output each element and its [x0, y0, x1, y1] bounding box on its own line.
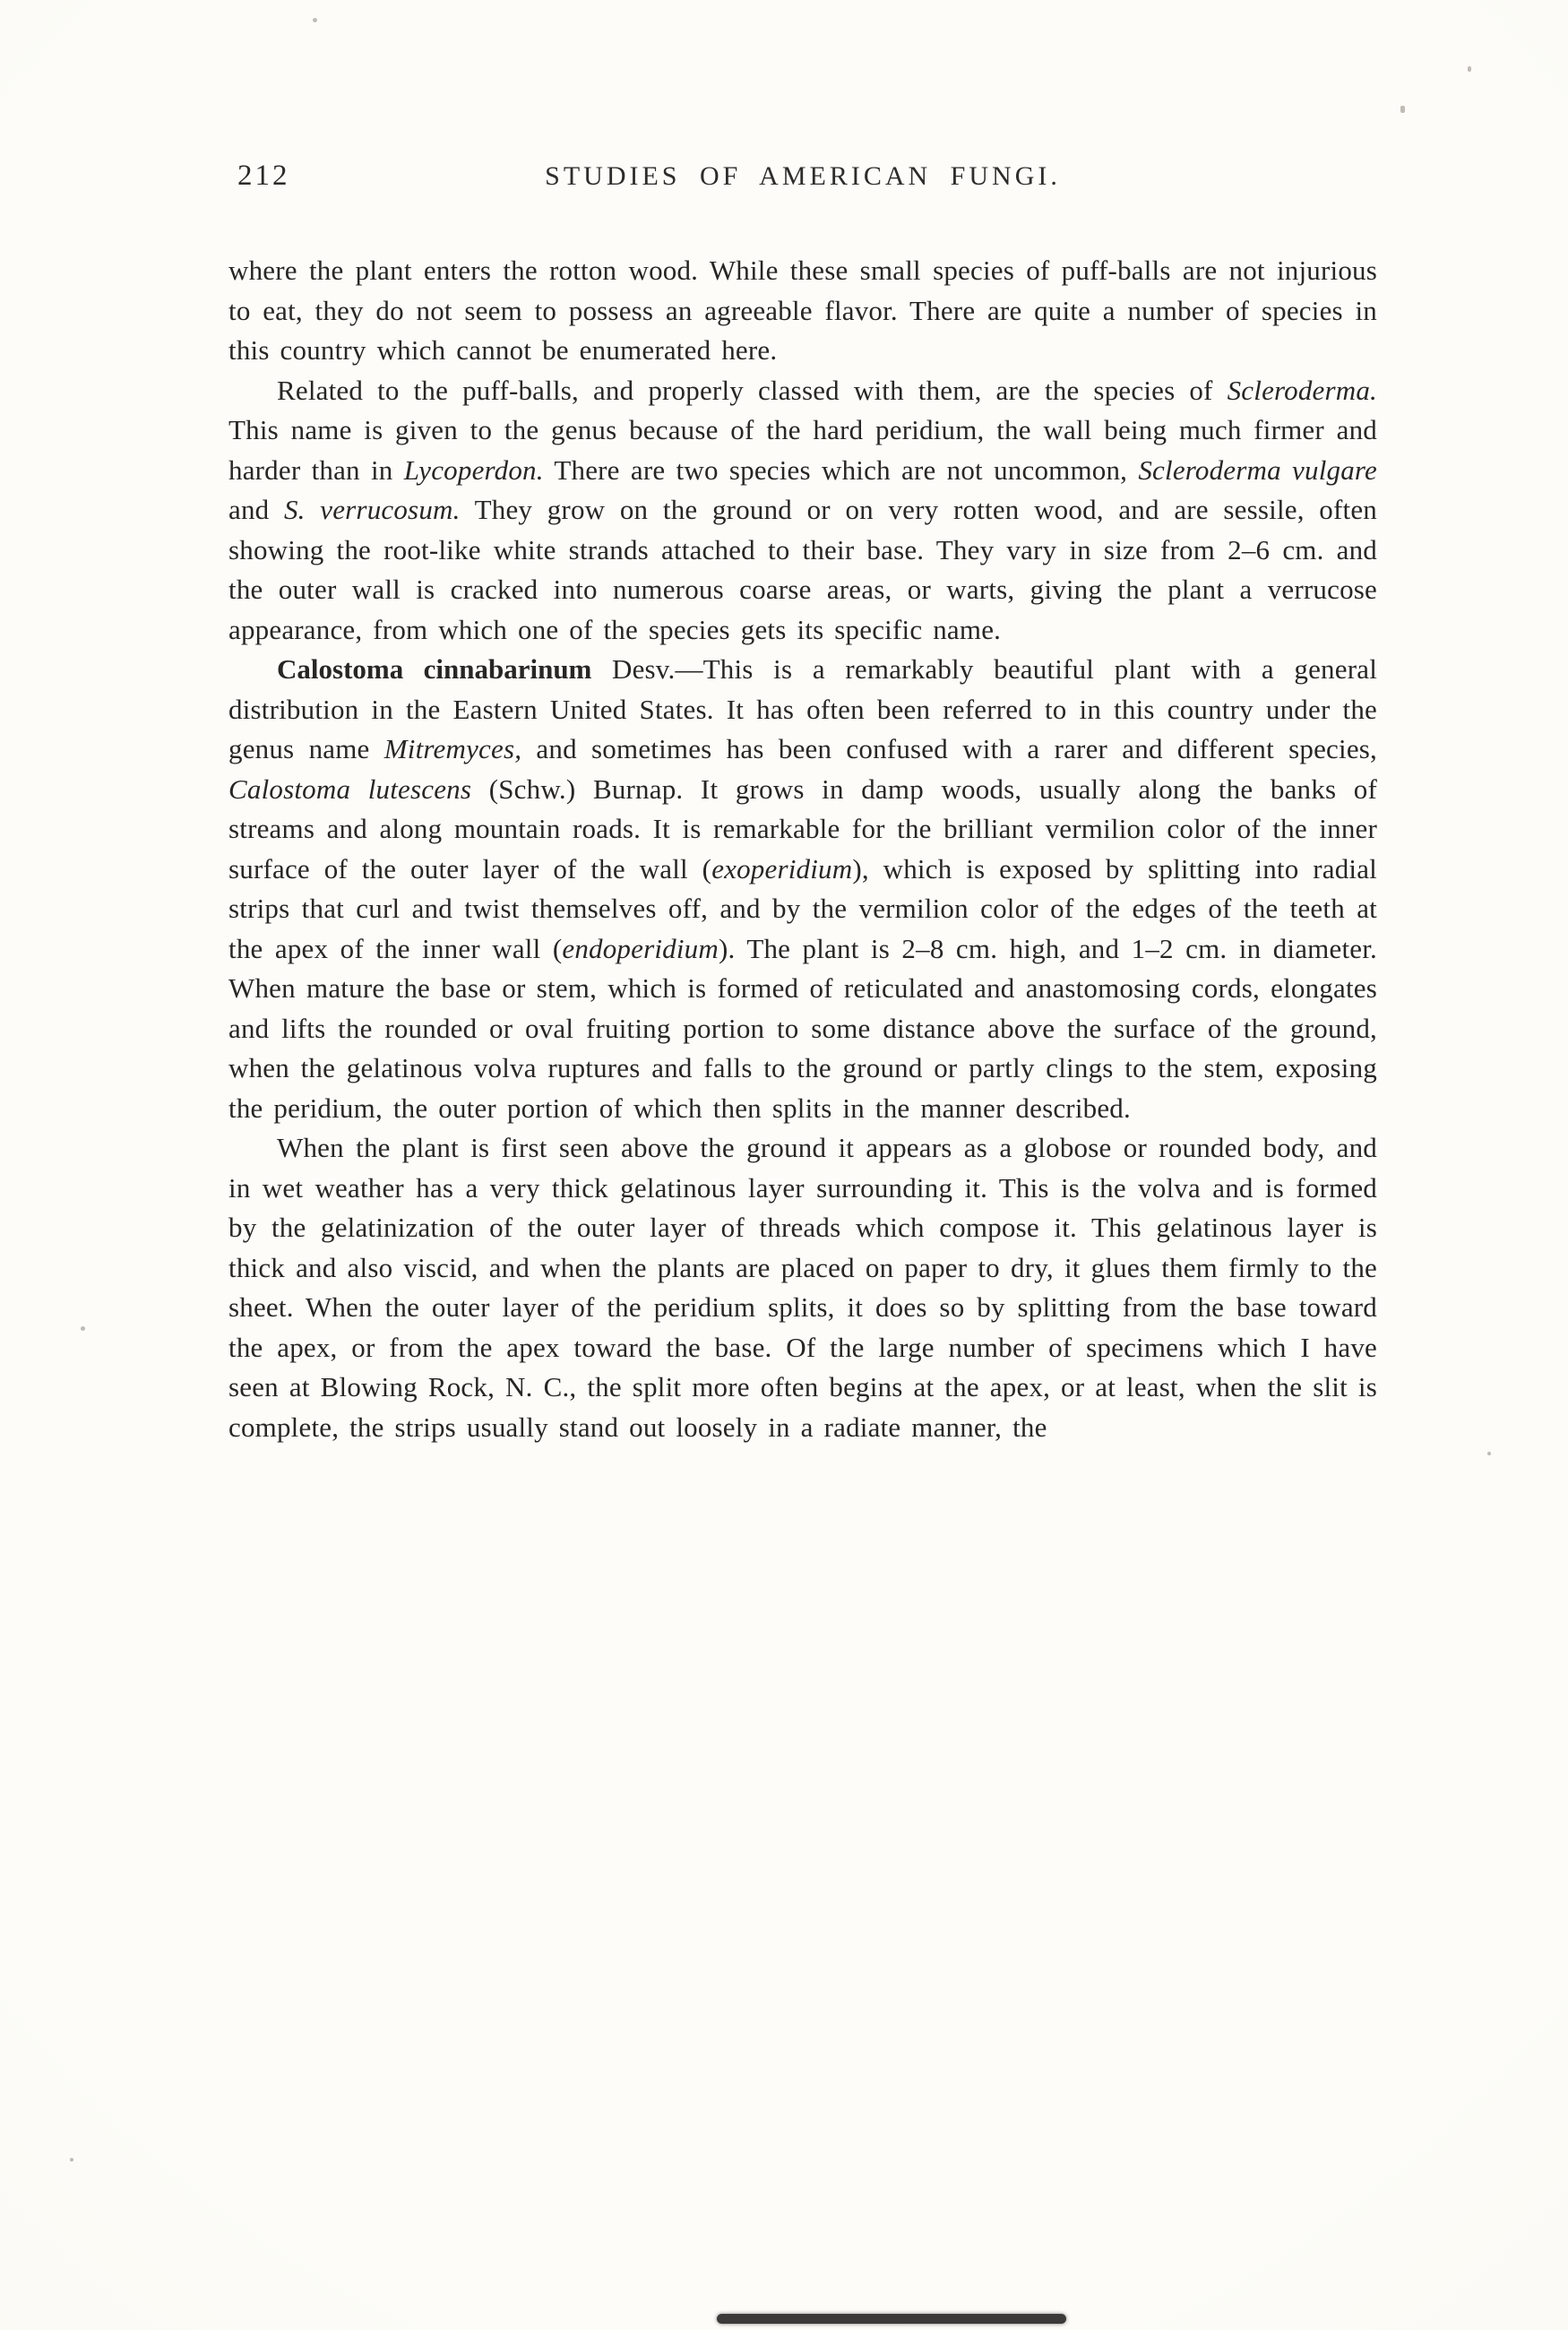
scan-speck — [70, 2158, 73, 2162]
italic-text: Mitremyces, — [383, 733, 522, 764]
body-text: where the plant enters the rotton wood. While these small species of puff-balls are not injurious to eat, they do not seem to possess an agreeable flavor. There are quite a number of species in this country which cannot be enumerated here. — [228, 255, 1377, 366]
body-text: When the plant is first seen above the ground it appears as a globose or rounded body, and in wet weather has a very thick gelatinous layer surrounding it. This is the volva and is formed by the gelatinization of the outer layer of threads which compose it. This gelatinous layer is thick and also viscid, and when the plants are placed on paper to dry, it glues them firmly to the sheet. When the outer layer of the peridium splits, it does so by splitting from the base toward the apex, or from the apex toward the base. Of the large number of specimens which I have seen at Blowing Rock, N. C., the split more often begins at the apex, or at least, when the slit is complete, the strips usually stand out loosely in a radiate manner, the — [228, 1132, 1377, 1443]
bold-species-name: Calostoma cinnabarinum — [277, 653, 592, 685]
body-text: ). The plant is 2–8 cm. high, and 1–2 cm. in diameter. When mature the base or stem, which is formed of reticulated and anastomosing cords, elongates and lifts the rounded or oval fruiting portion to some distance above the surface of the ground, when the gelatinous volva ruptures and falls to the ground or partly clings to the stem, exposing the peridium, the outer portion of which then splits in the manner described. — [228, 932, 1377, 1124]
italic-text: Scleroderma. — [1227, 374, 1377, 406]
page-header-row — [228, 160, 1377, 199]
scan-speck — [81, 1326, 85, 1331]
italic-text: Calostoma lutescens — [228, 772, 472, 805]
italic-text: Lycoperdon. — [403, 453, 544, 486]
paragraph — [228, 650, 1377, 1128]
italic-text: exoperidium — [711, 852, 853, 885]
body-text: This name is given to the genus because of the hard peridium, the wall being much firmer and harder than in — [228, 414, 1377, 486]
body-text: ), which is exposed by splitting into radial strips that curl and twist themselves off, and by the vermilion color of the edges of the teeth at the apex of the inner wall ( — [228, 852, 1377, 964]
running-head: STUDIES OF AMERICAN FUNGI. — [545, 161, 1061, 191]
body-text: Desv.—This is a remarkably beautiful plant with a general distribution in the Eastern United States. It has often been referred to in this country under the genus name — [228, 653, 1378, 764]
text-column — [228, 251, 1377, 1447]
body-text: They grow on the ground or on very rotten wood, and are sessile, often showing the root-like white strands attached to their base. They vary in size from 2–6 cm. and the outer wall is cracked into numerous coarse areas, or warts, giving the plant a verrucose appearance, from which one of the species gets its specific name. — [228, 494, 1377, 645]
scan-speck — [1468, 66, 1471, 72]
body-text: and — [228, 494, 284, 525]
scan-speck — [313, 18, 317, 22]
paragraph — [228, 371, 1377, 651]
scan-speck — [1487, 1452, 1491, 1455]
page-number: 212 — [237, 160, 290, 192]
italic-text: endoperidium — [562, 932, 719, 964]
body-text: Related to the puff-balls, and properly classed with them, are the species of — [277, 374, 1228, 406]
body-text: (Schw.) Burnap. It grows in damp woods, usually along the banks of streams and along mountain roads. It is remarkable for the brilliant vermilion color of the inner surface of the outer layer of the wall ( — [228, 772, 1377, 885]
body-text: There are two species which are not uncommon, — [543, 453, 1139, 486]
body-text: and sometimes has been confused with a rarer and different species, — [521, 733, 1377, 764]
scan-speck — [1400, 106, 1405, 113]
paragraph — [228, 1128, 1377, 1447]
italic-text: Scleroderma vulgare — [1138, 453, 1377, 486]
book-page — [228, 160, 1377, 1447]
paragraph — [228, 251, 1377, 371]
italic-text: S. verrucosum. — [283, 494, 461, 525]
scan-artifact-bar — [717, 2314, 1066, 2324]
